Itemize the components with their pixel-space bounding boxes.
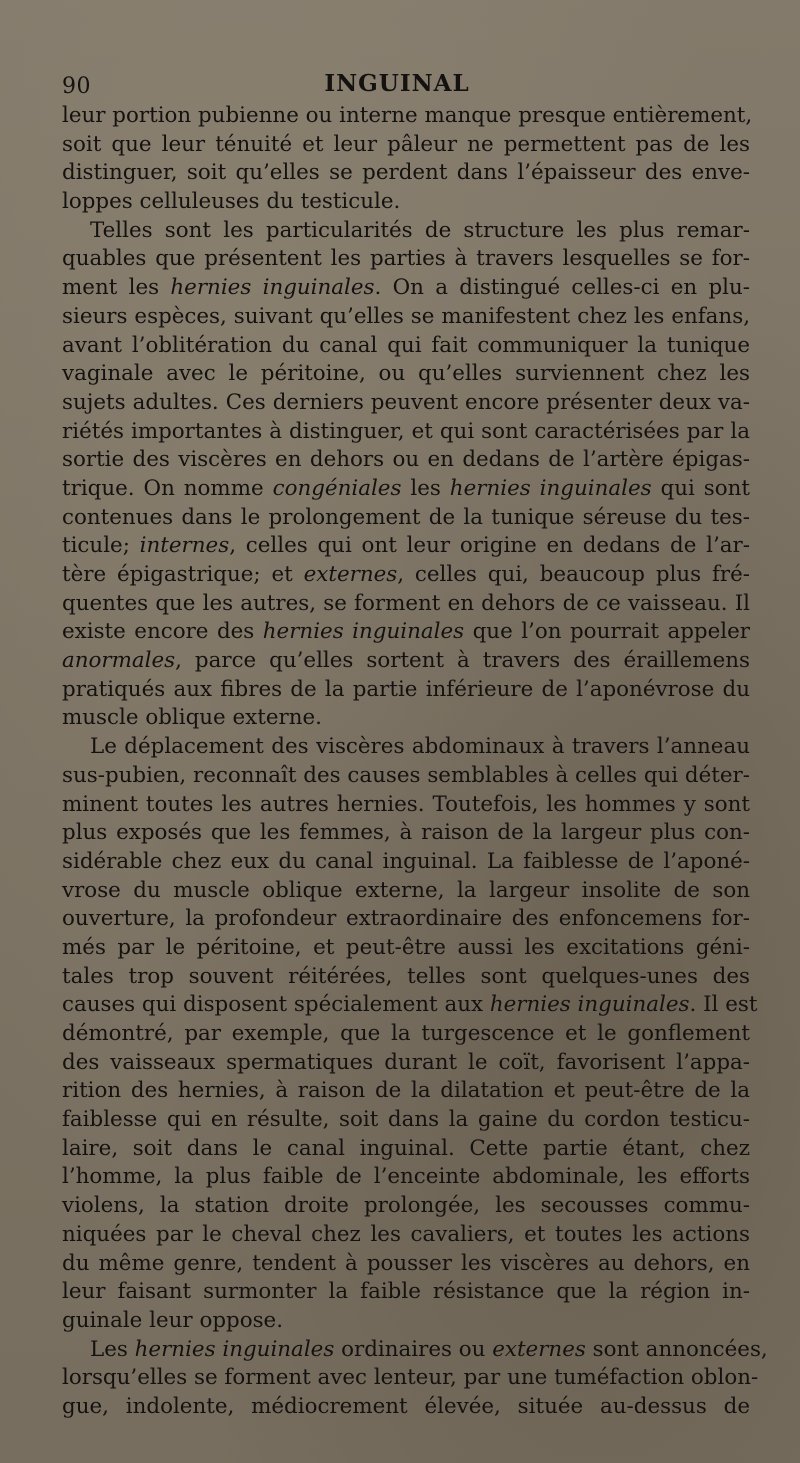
text-line: des vaisseaux spermatiques durant le coït, favorisent l’appa- [62, 1049, 750, 1075]
page-header [62, 66, 732, 100]
text-line: démontré, par exemple, que la turgescence et le gonflement [62, 1021, 750, 1046]
text-line: quentes que les autres, se forment en dehors de ce vaisseau. Il [62, 590, 750, 616]
text-line: existe encore des hernies inguinales que l’on pourrait appeler [62, 619, 750, 645]
text-line: anormales, parce qu’elles sortent à travers des éraillemens [62, 648, 750, 674]
page-number: 90 [62, 74, 91, 99]
text-line: pratiqués aux fibres de la partie inférieure de l’aponévrose du [62, 676, 750, 702]
body-text [62, 102, 768, 1422]
text-line: sujets adultes. Ces derniers peuvent encore présenter deux va- [62, 389, 750, 415]
text-line: rition des hernies, à raison de la dilatation et peut-être de la [62, 1078, 750, 1104]
text-line: lorsqu’elles se forment avec lenteur, par une tuméfaction oblon- [62, 1365, 759, 1391]
text-line: més par le péritoine, et peut-être aussi les excitations géni- [62, 934, 750, 960]
text-line: leur faisant surmonter la faible résistance que la région in- [62, 1279, 750, 1305]
text-line: causes qui disposent spécialement aux hernies inguinales. Il est [62, 992, 758, 1018]
text-line: faiblesse qui en résulte, soit dans la gaine du cordon testicu- [62, 1107, 750, 1133]
text-line: Telles sont les particularités de structure les plus remar- [90, 217, 750, 243]
text-line: tère épigastrique; et externes, celles qui, beaucoup plus fré- [62, 562, 751, 587]
text-line: ticule; internes, celles qui ont leur origine en dedans de l’ar- [62, 533, 750, 559]
text-line: soit que leur ténuité et leur pâleur ne permettent pas de les [62, 131, 750, 157]
text-line: quables que présentent les parties à travers lesquelles se for- [62, 246, 750, 272]
text-line: sus-pubien, reconnaît des causes semblables à celles qui déter- [62, 762, 750, 788]
text-line: riétés importantes à distinguer, et qui sont caractérisées par la [62, 418, 750, 444]
text-line: Le déplacement des viscères abdominaux à travers l’anneau [90, 734, 750, 760]
text-line: plus exposés que les femmes, à raison de la largeur plus con- [62, 820, 750, 846]
text-line: ment les hernies inguinales. On a distingué celles-ci en plu- [62, 275, 751, 301]
text-line: minent toutes les autres hernies. Toutefois, les hommes y sont [62, 791, 750, 817]
text-line: loppes celluleuses du testicule. [62, 189, 401, 215]
text-line: sidérable chez eux du canal inguinal. La faiblesse de l’aponé- [62, 848, 750, 874]
text-line: avant l’oblitération du canal qui fait communiquer la tunique [62, 332, 750, 358]
text-line: vrose du muscle oblique externe, la largeur insolite de son [62, 877, 750, 903]
text-line: du même genre, tendent à pousser les viscères au dehors, en [62, 1250, 750, 1276]
text-line: vaginale avec le péritoine, ou qu’elles surviennent chez les [62, 361, 750, 387]
text-line: ouverture, la profondeur extraordinaire des enfoncemens for- [62, 906, 750, 932]
text-line: guinale leur oppose. [62, 1307, 284, 1333]
text-line: leur portion pubienne ou interne manque presque entièrement, [62, 103, 753, 128]
text-line: tales trop souvent réitérées, telles sont quelques-unes des [62, 963, 750, 989]
text-line: trique. On nomme congéniales les hernies inguinales qui sont [62, 475, 751, 501]
text-line: Les hernies inguinales ordinaires ou externes sont annoncées, [90, 1336, 768, 1362]
text-line: muscle oblique externe. [62, 705, 322, 731]
text-line: sortie des viscères en dehors ou en dedans de l’artère épigas- [62, 447, 750, 473]
text-line: distinguer, soit qu’elles se perdent dans l’épaisseur des enve- [62, 160, 750, 186]
text-line: sieurs espèces, suivant qu’elles se manifestent chez les enfans, [62, 303, 750, 329]
text-line: l’homme, la plus faible de l’enceinte abdominale, les efforts [62, 1164, 750, 1190]
text-line: violens, la station droite prolongée, les secousses commu- [62, 1193, 750, 1219]
text-line: laire, soit dans le canal inguinal. Cette partie étant, chez [62, 1135, 750, 1161]
text-line: gue, indolente, médiocrement élevée, située au-dessus de [62, 1393, 750, 1419]
text-line: niquées par le cheval chez les cavaliers, et toutes les actions [62, 1221, 750, 1247]
running-head: INGUINAL [324, 70, 470, 97]
text-line: contenues dans le prolongement de la tunique séreuse du tes- [62, 504, 750, 530]
